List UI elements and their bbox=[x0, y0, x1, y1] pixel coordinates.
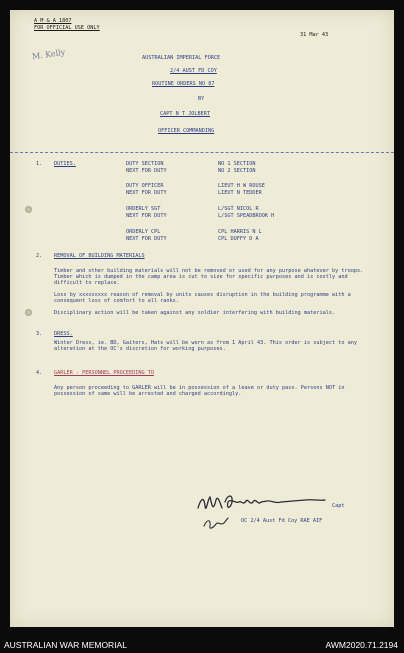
punch-hole bbox=[25, 309, 32, 316]
section-3-heading: DRESS. bbox=[54, 331, 73, 337]
section-4-number: 4. bbox=[36, 370, 43, 376]
duty-row-label: NEXT FOR DUTY bbox=[126, 168, 167, 174]
section-1-number: 1. bbox=[36, 161, 43, 167]
signatory-line: OC 2/4 Aust Fd Coy RAE AIF bbox=[241, 518, 323, 524]
footer-source: AUSTRALIAN WAR MEMORIAL bbox=[4, 640, 127, 650]
signatory-rank: Capt bbox=[332, 503, 345, 509]
section-4-heading: GARLER - PERSONNEL PROCEEDING TO bbox=[54, 370, 154, 376]
officer-role: OFFICER COMMANDING bbox=[158, 128, 215, 134]
header-stamp: A M & A 1807 bbox=[34, 18, 72, 24]
section-4-paragraph: Any person proceeding to GARLER will be in possession of a leave or duty pass. Persons NOT in possession of same will be arrested and charged accordingly. bbox=[54, 385, 345, 397]
duty-row-value: LIEUT H W ROUSE bbox=[218, 183, 265, 189]
punch-hole bbox=[25, 206, 32, 213]
by-label: BY bbox=[198, 96, 205, 102]
duty-row-label: ORDERLY CPL bbox=[126, 229, 161, 235]
footer-accession-number: AWM2020.71.2194 bbox=[325, 640, 398, 650]
duty-row-value: CPL HARRIS N L bbox=[218, 229, 262, 235]
duty-row-label: NEXT FOR DUTY bbox=[126, 213, 167, 219]
duty-row-label: ORDERLY SGT bbox=[126, 206, 161, 212]
handwritten-note: M. Kelly bbox=[31, 47, 66, 62]
duty-row-value: L/SGT SPEADBROOK H bbox=[218, 213, 275, 219]
section-3-paragraph: Winter Dress, ie. BD, Gaiters, Hats will be worn as from 1 April 43. This order is subject to any alteration at the OC's discretion for working purposes. bbox=[54, 340, 357, 352]
section-1-heading: DUTIES. bbox=[54, 161, 76, 167]
duty-row-label: DUTY OFFICER bbox=[126, 183, 164, 189]
signature-image bbox=[195, 488, 330, 532]
section-2-paragraph: Disciplinary action will be taken against any soldier interfering with building materials. bbox=[54, 310, 336, 316]
duty-row-label: NEXT FOR DUTY bbox=[126, 236, 167, 242]
duty-row-value: LIEUT N TEDDER bbox=[218, 190, 262, 196]
classification-label: FOR OFFICIAL USE ONLY bbox=[34, 25, 100, 31]
duty-row-label: NEXT FOR DUTY bbox=[126, 190, 167, 196]
force-title: AUSTRALIAN IMPERIAL FORCE bbox=[142, 55, 221, 61]
document-date: 31 Mar 43 bbox=[300, 32, 329, 38]
unit-title: 2/4 AUST FD COY bbox=[170, 68, 217, 74]
section-2-number: 2. bbox=[36, 253, 43, 259]
section-divider bbox=[10, 152, 394, 153]
section-2-heading: REMOVAL OF BUILDING MATERIALS bbox=[54, 253, 145, 259]
document-page bbox=[10, 10, 394, 627]
duty-row-value: CPL DUFFY D A bbox=[218, 236, 259, 242]
orders-title: ROUTINE ORDERS NO 87 bbox=[152, 81, 215, 87]
section-2-paragraph: Timber and other building materials will not be removed or used for any purpose whatever by troops. Timber which is dumped in the camp area is cut to size for specific purposes and is costly and difficult to replace. bbox=[54, 268, 364, 286]
section-2-paragraph: Loss by xxxxxxxxx reason of removal by units causes disruption in the building programme with a consequent loss of comfort to all ranks. bbox=[54, 292, 351, 304]
section-3-number: 3. bbox=[36, 331, 43, 337]
officer-name: CAPT N T JOLBERT bbox=[160, 111, 210, 117]
duty-row-value: L/SGT NICOL R bbox=[218, 206, 259, 212]
duty-row-value: NO 2 SECTION bbox=[218, 168, 256, 174]
duty-row-value: NO 1 SECTION bbox=[218, 161, 256, 167]
duty-row-label: DUTY SECTION bbox=[126, 161, 164, 167]
